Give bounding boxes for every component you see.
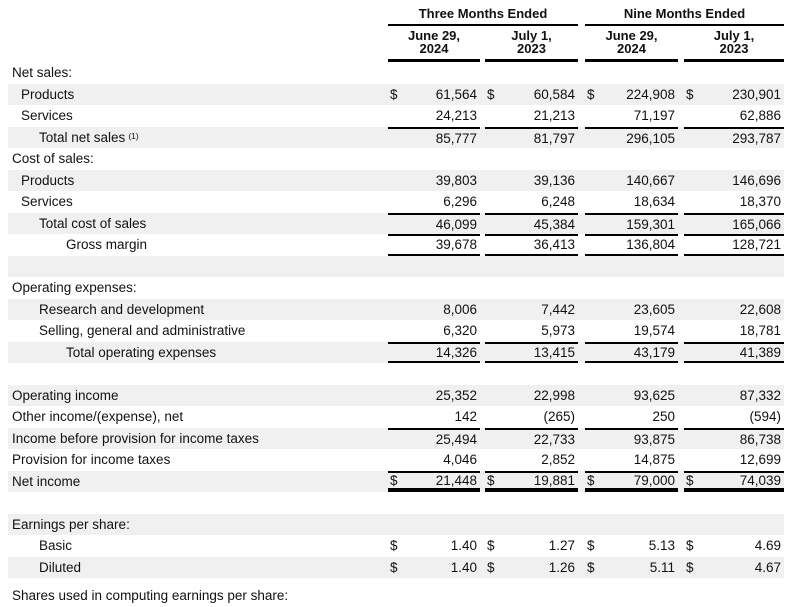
value-cell bbox=[485, 342, 578, 364]
value-cell bbox=[684, 535, 784, 557]
value-text: 1.27 bbox=[548, 538, 575, 554]
value-cell bbox=[485, 535, 578, 557]
dollar-sign: $ bbox=[487, 538, 495, 554]
value-text: 25,494 bbox=[435, 431, 477, 447]
table-row bbox=[8, 170, 784, 192]
table-row bbox=[8, 557, 784, 579]
value-text: 1.40 bbox=[450, 538, 477, 554]
value-text: 22,998 bbox=[533, 387, 575, 403]
value-cell bbox=[684, 277, 784, 299]
value-cell bbox=[388, 277, 480, 299]
row-label bbox=[8, 277, 388, 299]
table-row bbox=[8, 449, 784, 471]
value-text: 60,584 bbox=[533, 86, 575, 102]
value-text: 41,389 bbox=[739, 344, 781, 360]
value-cell bbox=[388, 363, 480, 385]
value-cell bbox=[388, 148, 480, 170]
row-label-text: Services bbox=[21, 108, 73, 124]
value-text: 1.26 bbox=[548, 559, 575, 575]
value-cell bbox=[684, 191, 784, 213]
dollar-sign: $ bbox=[390, 86, 398, 102]
value-cell bbox=[585, 320, 678, 342]
value-text: 5.11 bbox=[649, 559, 675, 575]
value-cell bbox=[485, 105, 578, 127]
dollar-sign: $ bbox=[686, 86, 694, 102]
column-gap bbox=[578, 535, 585, 557]
value-cell bbox=[485, 385, 578, 407]
value-cell bbox=[485, 213, 578, 235]
value-cell bbox=[485, 428, 578, 450]
col-header-line2: 2024 bbox=[419, 41, 449, 56]
row-label bbox=[8, 535, 388, 557]
row-label-text: Products bbox=[21, 172, 75, 188]
value-cell bbox=[485, 449, 578, 471]
dollar-sign: $ bbox=[587, 86, 595, 102]
column-gap bbox=[578, 170, 585, 192]
value-cell bbox=[684, 299, 784, 321]
value-text: 146,696 bbox=[732, 172, 781, 188]
value-text: (594) bbox=[749, 409, 781, 425]
table-row bbox=[8, 471, 784, 493]
value-cell bbox=[388, 234, 480, 256]
value-text: 5.13 bbox=[648, 538, 675, 554]
column-gap bbox=[578, 342, 585, 364]
table-row bbox=[8, 514, 784, 536]
value-cell bbox=[585, 342, 678, 364]
value-cell bbox=[485, 406, 578, 428]
value-cell bbox=[388, 320, 480, 342]
group-header-nine-months: Nine Months Ended bbox=[585, 6, 784, 26]
value-cell bbox=[388, 557, 480, 579]
col-header-line1: June 29, bbox=[605, 28, 658, 43]
group-header-three-months: Three Months Ended bbox=[388, 6, 578, 26]
table-row bbox=[8, 428, 784, 450]
value-cell bbox=[684, 428, 784, 450]
col-header-9m-2024 bbox=[585, 28, 678, 62]
value-cell bbox=[388, 449, 480, 471]
value-cell bbox=[485, 557, 578, 579]
table-body bbox=[8, 62, 784, 578]
table-row bbox=[8, 277, 784, 299]
income-statement-table bbox=[8, 0, 784, 578]
value-text: 159,301 bbox=[626, 216, 675, 232]
value-cell bbox=[684, 449, 784, 471]
column-gap bbox=[578, 105, 585, 127]
row-label bbox=[8, 471, 388, 493]
value-cell bbox=[388, 342, 480, 364]
column-gap bbox=[578, 256, 585, 278]
value-cell bbox=[485, 471, 578, 493]
table-row bbox=[8, 105, 784, 127]
value-cell bbox=[485, 320, 578, 342]
table-row bbox=[8, 299, 784, 321]
value-text: 81,797 bbox=[533, 130, 575, 146]
value-text: 39,678 bbox=[435, 237, 477, 253]
value-cell bbox=[684, 320, 784, 342]
value-cell bbox=[684, 170, 784, 192]
value-text: 4,046 bbox=[443, 452, 477, 468]
row-label bbox=[8, 514, 388, 536]
column-gap bbox=[578, 428, 585, 450]
row-label bbox=[8, 127, 388, 149]
value-text: 140,667 bbox=[626, 172, 675, 188]
value-cell bbox=[585, 277, 678, 299]
value-cell bbox=[485, 492, 578, 514]
column-gap bbox=[578, 406, 585, 428]
footnote-superscript: (1) bbox=[128, 131, 139, 142]
value-text: 74,039 bbox=[739, 472, 781, 488]
row-label-text: Total cost of sales bbox=[39, 215, 147, 231]
value-cell bbox=[684, 62, 784, 84]
value-text: 293,787 bbox=[732, 130, 781, 146]
value-text: 39,136 bbox=[533, 172, 575, 188]
col-header-line2: 2024 bbox=[617, 41, 646, 56]
value-cell bbox=[388, 492, 480, 514]
value-cell bbox=[684, 385, 784, 407]
value-cell bbox=[485, 127, 578, 149]
col-header-line2: 2023 bbox=[719, 41, 749, 56]
value-cell bbox=[585, 471, 678, 493]
group-gap bbox=[578, 6, 585, 26]
value-text: 61,564 bbox=[435, 86, 477, 102]
value-text: 4.67 bbox=[754, 559, 781, 575]
dollar-sign: $ bbox=[390, 472, 398, 488]
value-text: 93,625 bbox=[633, 387, 675, 403]
row-label-text: Total operating expenses bbox=[66, 344, 217, 360]
value-cell bbox=[485, 363, 578, 385]
row-label bbox=[8, 385, 388, 407]
value-text: 18,370 bbox=[739, 194, 781, 210]
column-gap bbox=[578, 84, 585, 106]
value-cell bbox=[585, 428, 678, 450]
value-cell bbox=[485, 277, 578, 299]
value-cell bbox=[388, 406, 480, 428]
value-cell bbox=[585, 234, 678, 256]
value-text: 86,738 bbox=[739, 431, 781, 447]
value-cell bbox=[388, 213, 480, 235]
period-group-header-row bbox=[8, 0, 784, 26]
value-cell bbox=[684, 363, 784, 385]
table-row bbox=[8, 342, 784, 364]
value-text: 21,213 bbox=[533, 108, 575, 124]
dollar-sign: $ bbox=[587, 559, 595, 575]
table-row bbox=[8, 191, 784, 213]
value-cell bbox=[684, 256, 784, 278]
value-cell bbox=[485, 256, 578, 278]
row-label-text: Net income bbox=[12, 473, 81, 489]
table-row bbox=[8, 535, 784, 557]
value-text: 136,804 bbox=[626, 237, 675, 253]
value-text: 14,326 bbox=[435, 344, 477, 360]
row-label-text: Net sales: bbox=[12, 65, 73, 81]
row-label bbox=[8, 449, 388, 471]
table-row bbox=[8, 213, 784, 235]
value-cell bbox=[585, 148, 678, 170]
value-text: 230,901 bbox=[732, 86, 781, 102]
value-cell bbox=[388, 105, 480, 127]
value-text: 6,296 bbox=[443, 194, 477, 210]
row-label bbox=[8, 299, 388, 321]
clipped-row-label: Shares used in computing earnings per share: bbox=[12, 588, 289, 604]
row-label-text: Total net sales bbox=[39, 129, 126, 145]
row-label-text: Other income/(expense), net bbox=[12, 409, 184, 425]
column-gap bbox=[578, 234, 585, 256]
value-text: 165,066 bbox=[732, 216, 781, 232]
label-column-spacer bbox=[8, 6, 388, 26]
value-cell bbox=[388, 471, 480, 493]
dollar-sign: $ bbox=[686, 559, 694, 575]
value-cell bbox=[585, 363, 678, 385]
value-cell bbox=[684, 557, 784, 579]
column-gap bbox=[578, 320, 585, 342]
row-label-text: Services bbox=[21, 194, 73, 210]
spacer-row bbox=[8, 363, 784, 385]
dollar-sign: $ bbox=[487, 86, 495, 102]
col-header-line1: July 1, bbox=[511, 28, 552, 43]
row-label bbox=[8, 320, 388, 342]
value-text: 6,248 bbox=[541, 194, 575, 210]
value-cell bbox=[485, 299, 578, 321]
column-gap bbox=[578, 492, 585, 514]
value-text: 23,605 bbox=[633, 301, 675, 317]
row-label-text: Provision for income taxes bbox=[12, 452, 171, 468]
table-row bbox=[8, 234, 784, 256]
value-cell bbox=[585, 492, 678, 514]
value-cell bbox=[585, 256, 678, 278]
row-label bbox=[8, 170, 388, 192]
value-cell bbox=[585, 170, 678, 192]
value-cell bbox=[585, 191, 678, 213]
column-gap bbox=[578, 148, 585, 170]
value-text: 93,875 bbox=[633, 431, 675, 447]
value-text: 296,105 bbox=[626, 130, 675, 146]
value-cell bbox=[585, 385, 678, 407]
value-text: 79,000 bbox=[633, 472, 675, 488]
clipped-bottom-row bbox=[8, 585, 784, 607]
table-row bbox=[8, 320, 784, 342]
row-label-text: Diluted bbox=[39, 559, 82, 575]
spacer-row bbox=[8, 492, 784, 514]
dollar-sign: $ bbox=[487, 472, 495, 488]
value-cell bbox=[585, 449, 678, 471]
value-text: 6,320 bbox=[443, 323, 477, 339]
value-cell bbox=[585, 557, 678, 579]
value-text: 14,875 bbox=[633, 452, 675, 468]
value-cell bbox=[585, 105, 678, 127]
value-cell bbox=[485, 170, 578, 192]
value-text: 39,803 bbox=[435, 172, 477, 188]
row-label bbox=[8, 406, 388, 428]
value-cell bbox=[485, 234, 578, 256]
spacer-row bbox=[8, 256, 784, 278]
col-header-line1: June 29, bbox=[407, 28, 461, 43]
value-text: 21,448 bbox=[435, 472, 477, 488]
row-label-text: Cost of sales: bbox=[12, 151, 94, 167]
value-text: 45,384 bbox=[533, 216, 575, 232]
row-label-text: Basic bbox=[39, 538, 73, 554]
table-row bbox=[8, 148, 784, 170]
column-gap bbox=[578, 213, 585, 235]
row-label-text: Gross margin bbox=[66, 237, 148, 253]
value-text: 2,852 bbox=[541, 452, 575, 468]
row-label bbox=[8, 62, 388, 84]
value-text: 18,781 bbox=[739, 323, 781, 339]
value-cell bbox=[585, 406, 678, 428]
row-label-text: Products bbox=[21, 86, 75, 102]
col-header-line1: July 1, bbox=[713, 28, 755, 43]
value-text: 4.69 bbox=[754, 538, 781, 554]
value-text: 7,442 bbox=[541, 301, 575, 317]
row-label bbox=[8, 557, 388, 579]
value-text: 36,413 bbox=[533, 237, 575, 253]
column-gap bbox=[578, 449, 585, 471]
value-cell bbox=[585, 213, 678, 235]
table-row bbox=[8, 84, 784, 106]
value-text: 71,197 bbox=[633, 108, 675, 124]
label-column-spacer bbox=[8, 28, 388, 62]
value-cell bbox=[485, 84, 578, 106]
value-cell bbox=[684, 492, 784, 514]
row-label bbox=[8, 234, 388, 256]
row-label-text: Earnings per share: bbox=[12, 516, 130, 532]
dollar-sign: $ bbox=[686, 538, 694, 554]
value-cell bbox=[684, 342, 784, 364]
row-label bbox=[8, 428, 388, 450]
value-text: 224,908 bbox=[626, 86, 675, 102]
value-text: 85,777 bbox=[435, 130, 477, 146]
table-row bbox=[8, 385, 784, 407]
column-gap bbox=[578, 277, 585, 299]
value-cell bbox=[585, 535, 678, 557]
col-header-9m-2023 bbox=[684, 28, 784, 62]
row-label bbox=[8, 191, 388, 213]
table-row bbox=[8, 406, 784, 428]
row-label bbox=[8, 363, 388, 385]
row-label bbox=[8, 213, 388, 235]
value-cell bbox=[388, 428, 480, 450]
value-text: 19,881 bbox=[533, 472, 575, 488]
value-cell bbox=[585, 84, 678, 106]
value-cell bbox=[388, 84, 480, 106]
value-cell bbox=[684, 84, 784, 106]
value-cell bbox=[585, 127, 678, 149]
dollar-sign: $ bbox=[390, 538, 398, 554]
value-text: 22,733 bbox=[533, 431, 575, 447]
value-cell bbox=[388, 299, 480, 321]
column-gap bbox=[578, 28, 585, 62]
value-text: 1.40 bbox=[450, 559, 477, 575]
value-text: 87,332 bbox=[739, 387, 781, 403]
value-cell bbox=[684, 471, 784, 493]
row-label-text: Research and development bbox=[39, 301, 205, 317]
col-header-q3-2023 bbox=[485, 28, 578, 62]
value-text: 8,006 bbox=[443, 301, 477, 317]
value-text: 250 bbox=[652, 409, 675, 425]
row-label-text: Selling, general and administrative bbox=[39, 323, 246, 339]
value-cell bbox=[485, 514, 578, 536]
column-gap bbox=[578, 363, 585, 385]
value-cell bbox=[388, 170, 480, 192]
column-gap bbox=[578, 62, 585, 84]
value-text: 24,213 bbox=[435, 108, 477, 124]
column-gap bbox=[578, 385, 585, 407]
row-label bbox=[8, 342, 388, 364]
table-row bbox=[8, 62, 784, 84]
row-label bbox=[8, 256, 388, 278]
col-header-line2: 2023 bbox=[517, 41, 546, 56]
row-label bbox=[8, 105, 388, 127]
column-gap bbox=[578, 127, 585, 149]
value-text: 12,699 bbox=[739, 452, 781, 468]
dollar-sign: $ bbox=[587, 538, 595, 554]
value-cell bbox=[388, 191, 480, 213]
value-cell bbox=[388, 127, 480, 149]
value-text: 128,721 bbox=[732, 237, 781, 253]
value-text: 142 bbox=[454, 409, 477, 425]
column-gap bbox=[578, 471, 585, 493]
dollar-sign: $ bbox=[390, 559, 398, 575]
dollar-sign: $ bbox=[487, 559, 495, 575]
row-label-text: Income before provision for income taxes bbox=[12, 430, 259, 446]
value-text: 5,973 bbox=[541, 323, 575, 339]
column-gap bbox=[578, 299, 585, 321]
value-cell bbox=[684, 105, 784, 127]
value-cell bbox=[485, 62, 578, 84]
value-cell bbox=[485, 148, 578, 170]
row-label-text: Operating income bbox=[12, 387, 119, 403]
value-cell bbox=[585, 514, 678, 536]
column-gap bbox=[578, 557, 585, 579]
value-cell bbox=[684, 127, 784, 149]
date-column-header-row bbox=[8, 28, 784, 62]
row-label bbox=[8, 148, 388, 170]
table-row bbox=[8, 127, 784, 149]
value-text: 19,574 bbox=[633, 323, 675, 339]
value-cell bbox=[485, 191, 578, 213]
value-cell bbox=[684, 234, 784, 256]
row-label-text: Operating expenses: bbox=[12, 280, 137, 296]
value-text: 46,099 bbox=[435, 216, 477, 232]
value-cell bbox=[684, 213, 784, 235]
value-cell bbox=[388, 62, 480, 84]
value-cell bbox=[388, 514, 480, 536]
column-gap bbox=[578, 514, 585, 536]
dollar-sign: $ bbox=[587, 472, 595, 488]
value-cell bbox=[684, 148, 784, 170]
value-cell bbox=[388, 256, 480, 278]
value-cell bbox=[684, 514, 784, 536]
value-cell bbox=[684, 406, 784, 428]
col-header-q3-2024 bbox=[388, 28, 480, 62]
column-gap bbox=[578, 191, 585, 213]
value-cell bbox=[585, 299, 678, 321]
value-text: 25,352 bbox=[435, 387, 477, 403]
value-cell bbox=[388, 535, 480, 557]
dollar-sign: $ bbox=[686, 472, 694, 488]
value-text: 43,179 bbox=[633, 344, 675, 360]
row-label bbox=[8, 492, 388, 514]
value-text: 62,886 bbox=[739, 108, 781, 124]
value-cell bbox=[585, 62, 678, 84]
value-text: 13,415 bbox=[533, 344, 575, 360]
value-text: 22,608 bbox=[739, 301, 781, 317]
value-text: (265) bbox=[543, 409, 575, 425]
row-label bbox=[8, 84, 388, 106]
value-text: 18,634 bbox=[633, 194, 675, 210]
value-cell bbox=[388, 385, 480, 407]
